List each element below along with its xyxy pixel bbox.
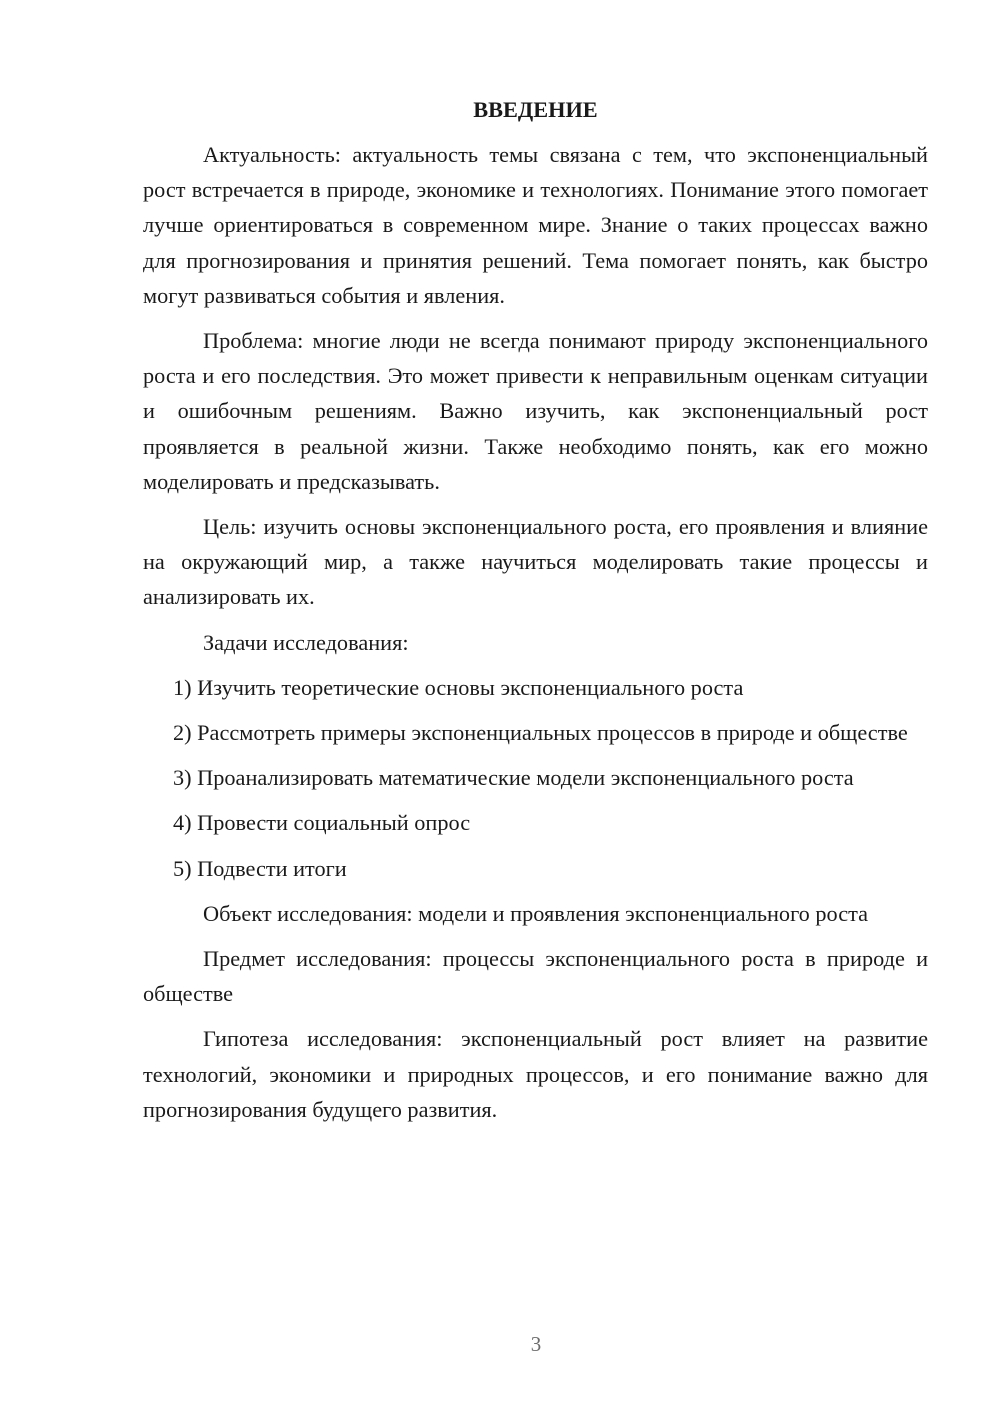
paragraph-subject: Предмет исследования: процессы экспоненциального роста в природе и обществе [143, 946, 928, 1007]
paragraph-hypothesis: Гипотеза исследования: экспоненциальный рост влияет на развитие технологий, экономики и природных процессов, и его понимание важно для прогнозирования будущего развития. [143, 1026, 928, 1122]
paragraph-problem: Проблема: многие люди не всегда понимают природу экспоненциального роста и его последствия. Это может привести к неправильным оценкам ситуации и ошибочным решениям. Важно изучить, как экспоненциальный рост проявляется в реальной жизни. Также необходимо понять, как его можно моделировать и предсказывать. [143, 328, 928, 494]
section-title: ВВЕДЕНИЕ [473, 97, 598, 122]
task-item-2: 2) Рассмотреть примеры экспоненциальных процессов в природе и обществе [173, 720, 908, 746]
task-item-4: 4) Провести социальный опрос [173, 810, 471, 836]
paragraph-goal: Цель: изучить основы экспоненциального роста, его проявления и влияние на окружающий мир, а также научиться моделировать такие процессы и анализировать их. [143, 514, 928, 610]
task-item-5: 5) Подвести итоги [173, 855, 347, 881]
page-content [143, 92, 928, 1137]
paragraph-relevance: Актуальность: актуальность темы связана с тем, что экспоненциальный рост встречается в природе, экономике и технологиях. Понимание этого помогает лучше ориентироваться в современном мире. Знание о таких процессах важно для прогнозирования и принятия решений. Тема помогает понять, как быстро могут развиваться события и явления. [143, 142, 928, 308]
task-item-3: 3) Проанализировать математические модели экспоненциального роста [173, 765, 854, 791]
task-item-1: 1) Изучить теоретические основы экспоненциального роста [173, 674, 744, 700]
tasks-heading: Задачи исследования: [203, 629, 409, 655]
page-number: 3 [530, 1332, 542, 1356]
paragraph-object: Объект исследования: модели и проявления экспоненциального роста [203, 900, 869, 926]
